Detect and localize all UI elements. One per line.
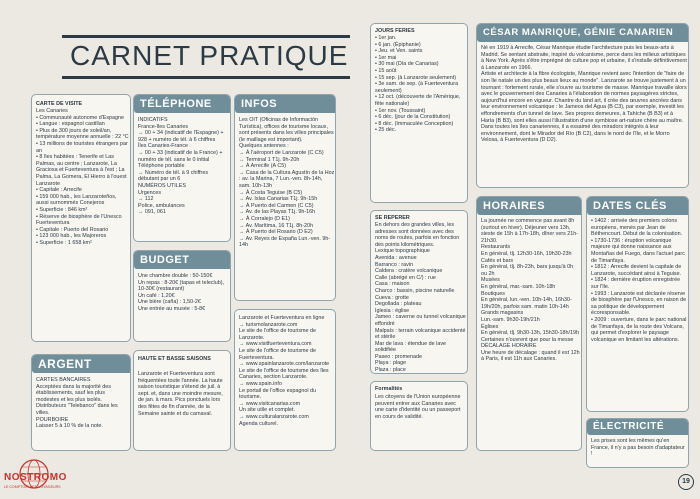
formalites-panel [370,381,468,451]
horaires-heading: HORAIRES [477,197,582,215]
nostromo-logo [2,456,66,494]
feries-heading: JOURS FÉRIÉS [375,28,415,34]
electricite-body: Les prises sont les mêmes qu'en France, il n'y a pas besoin d'adaptateur ! [591,438,685,458]
formalites-heading: Formalités [375,386,403,392]
cesar-heading: CÉSAR MANRIQUE, GÉNIE CANARIEN [477,24,689,42]
argent-heading: ARGENT [32,355,131,373]
jours-feries-panel [370,23,468,203]
page-number: 19 [678,474,694,490]
cesar-body: Né en 1919 à Arrecife, César Manrique étudie l'architecture puis les beaux-arts à Madrid. Se sentant abstraite, inspiré du volcanisme, perce dans les milieux artistiques à New York. Après s'être imprégné de culture pop et urbaine, il s'installe définitivement à Lanzarote en 1966. Artiste et architecte à la fibre écologiste, Manrique revient avec l'intention de "faire de son île natale un des plus beaux lieux au monde". Lanzarote se trouve justement à un tournant : fortement rurale, elle s'ouvre au tourisme de masse. Manrique travaille alors avec le gouvernement des Canaries à l'élaboration de normes paysagères strictes, aujourd'hui encore en vigueur. Chantre du land art, il crée des œuvres ancrées dans leur environnement volcanique : le Jameos del Agua (B C3), par exemple, investit les effondrements d'un tunnel de lave. Ses propres demeures, à Tahíche (B B3) et à Haría (B B3), sont elles aussi l'illustration d'une symbiose art-nature chère au maître. Dans toutes les îles canariennes, il a essaimé des miradors intégrés à leur environnement, dont le Mirador del Río (B C2), dans le nord de l'île, et le Morro Velosa, à Fuerteventura (D D2). [481,45,687,144]
infos-body: Les OIT (Oficinas de Información Turística), offices de tourisme locaux, sont présents dans les villes principales (le maillage est important). Quelques antennes : → À l'aéroport de Lanzarote (C C5) → Terminal 1 T1j. 9h-20h → À Arrecife (A C5) → Casa de la Cultura Agustín de la Hoz : av. la Marina, 7 Lun.-ven. 8h-14h, sam. 10h-13h → À Costa Teguise (B C5) → Av. Islas Canarias T1j. 9h-15h → À Puerto del Carmen (C C5) → Av. de las Playas T1j. 9h-16h → À Corralejo (D E1) → Av. Marítima, 16 T1j. 8h-20h → À Puerto del Rosario (D E2) → Av. Reyes de España Lun.-ven. 9h-14h [239,117,335,249]
horaires-panel [476,196,582,451]
saisons-heading: HAUTE ET BASSE SAISONS [138,356,211,362]
argent-body: CARTES BANCAIRES Acceptées dans la majorité des établissements, sauf les plus modestes et les plus isolés. Distributeurs "Telebanco" dans les villes. POURBOIRE Laisser 5 à 10 % de la note. [36,377,118,430]
budget-panel [133,250,231,342]
saisons-panel [133,350,231,451]
dates-body: • 1402 : arrivée des premiers colons européens, menés par Jean de Béthencourt. Début de la colonisation. • 1730-1736 : éruption volcanique majeure qui donne naissance aux Montañas del Fuego, dans l'actuel parc de Timanfaya. • 1812 : Arrecife devient la capitale de Lanzarote, succédant ainsi à Teguise. • 1824 : dernière éruption enregistrée sur l'île. • 1993 : Lanzarote est déclarée réserve de biosphère par l'Unesco, en raison de sa politique de développement écoresponsable. • 2009 : ouverture, dans le parc national de Timanfaya, de la route des Volcans, qui permet d'explorer le paysage volcanique en limitant les altérations. [591,218,687,343]
infos-panel [234,94,336,301]
carte-de-visite-panel [31,94,131,342]
logo-tagline: LE COMPTOIR DES VOYAGEURS [4,485,61,489]
formalites-body: Les citoyens de l'Union européenne peuvent entrer aux Canaries avec une carte d'identité ou un passeport en cours de validité. [375,394,461,420]
horaires-body: La journée ne commence pas avant 8h (surtout en hiver). Déjeuner vers 13h, sieste de 15h à 17h-18h, dîner vers 21h-21h30. Restaurants En général, tlj. 12h30-16h, 19h30-23h Cafés et bars En général, tlj. 8h-23h, bars jusqu'à 0h ou 2h Musées En général, mar.-sam. 10h-18h Boutiques En général, lun.-ven. 10h-14h, 16h30-19h/20h, parfois sam. matin 10h-14h Grands magasins Lun.-sam. 9h30-19h/21h Églises En général, tlj. 9h30-13h, 15h30-18h/19h Certaines n'ouvrent que pour la messe DÉCALAGE HORAIRE Une heure de décalage : quand il est 12h à Paris, il est 11h aux Canaries. [481,218,580,363]
logo-name: NOSTROMO [4,472,67,483]
budget-body: Une chambre double : 50-150€ Un repas : 8-20€ (tapas et teleclub), 10-30€ (restaurant) Un café : 1,20€ Une bière (caña) : 1,50-2€ Une entrée au musée : 5-8€ [138,273,224,312]
title-rule-top [62,35,350,38]
infos-heading: INFOS [235,95,336,113]
carte-body: Les Canaries • Communauté autonome d'Espagne • Langue : espagnol castillan • Plus de 300 jours de soleil/an, température moyenne annuelle : 22 °C • 13 millions de touristes étrangers par an • 8 îles habitées : Tenerife et Las Palmas, au centre ; Lanzarote, La Graciosa et Fuerteventura à l'est ; La Palma, La Gomera, El Hierro à l'ouest Lanzarote • Capitale : Arrecife • 159 000 hab., les Lanzaroteños, aussi surnommés Conejeros • Superficie : 846 km² • Réserve de biosphère de l'Unesco Fuerteventura • Capitale : Puerto del Rosario • 123 000 hab., les Majoreros • Superficie : 1 658 km² [36,108,129,246]
budget-heading: BUDGET [134,251,231,269]
feries-body: • 1er jan. • 6 jan. (Épiphanie) • Jeu. et Ven. saints • 1er mai • 30 mai (Día de Canarias) • 15 août • 15 sep. (à Lanzarote seulement) • 3e sam. de sep. (à Fuerteventura seulement) • 12 oct. (découverte de l'Amérique, fête nationale) • 1er nov. (Toussaint) • 6 déc. (jour de la Constitution) • 8 déc. (Immaculée Conception) • 25 déc. [375,35,461,134]
telephone-panel [133,94,231,242]
saisons-body: Lanzarote et Fuerteventura sont fréquentées toute l'année. La haute saison touristique s'étend de juil. à sept. et, dans une moindre mesure, de jan. à mars. Pics ponctuels lors des fêtes de fin d'année, de la Semaine sainte et du carnaval. [138,371,223,417]
reperer-body: En dehors des grandes villes, les adresses sont données avec des noms de routes, parfois en fonction des points kilométriques. Lexique topographique Avenida : avenue Barranco : ravin Caldera : cratère volcanique Calle (abrégé en C/) : rue Casa : maison Charco : bassin, piscine naturelle Cueva : grotte Degollada : plateau Iglesia : église Jameo : caverne ou tunnel volcanique effondré Malpaís : terrain volcanique accidenté et stérile Mar de lava : étendue de lave solidifiée Paseo : promenade Playa : plage Plaza : place [375,222,466,373]
reperer-heading: SE REPÉRER [375,215,410,221]
dates-heading: DATES CLÉS [587,197,689,215]
cesar-manrique-panel [476,23,689,188]
title-rule-bottom [62,76,350,79]
telephone-heading: TÉLÉPHONE [134,95,231,113]
web-panel [234,309,336,451]
web-body: Lanzarote et Fuerteventura en ligne → turismolanzarote.com Le site de l'office de tourisme de Lanzarote. → www.visitfuerteventura.com Le site de l'office de tourisme de Fuerteventura. → www.spainlanzarote.com/lanzarote Le site de l'office de tourisme des îles Canaries, section Lanzarote. → www.spain.info Le portail de l'office espagnol du tourisme. → www.visitcanarias.com Un site utile et complet. → www.culturalanzarote.com Agenda culturel. [239,315,330,427]
carte-heading: CARTE DE VISITE [36,101,83,107]
electricite-panel [586,418,689,468]
page-title: CARNET PRATIQUE [70,40,349,71]
argent-panel [31,354,131,451]
telephone-body: INDICATIFS France-îles Canaries → 00 + 34 (indicatif de l'Espagne) + 928 + numéro de tél. à 6 chiffres Îles Canaries-France → 00 + 33 (indicatif de la France) + numéro de tél. sans le 0 initial Téléphone portable → Numéro de tél. à 9 chiffres débutant par un 6 NUMÉROS UTILES Urgences → 112 Police, ambulances → 091, 061 [138,117,224,216]
se-reperer-panel [370,210,468,374]
electricite-heading: ÉLECTRICITÉ [587,419,689,435]
dates-cles-panel [586,196,689,412]
